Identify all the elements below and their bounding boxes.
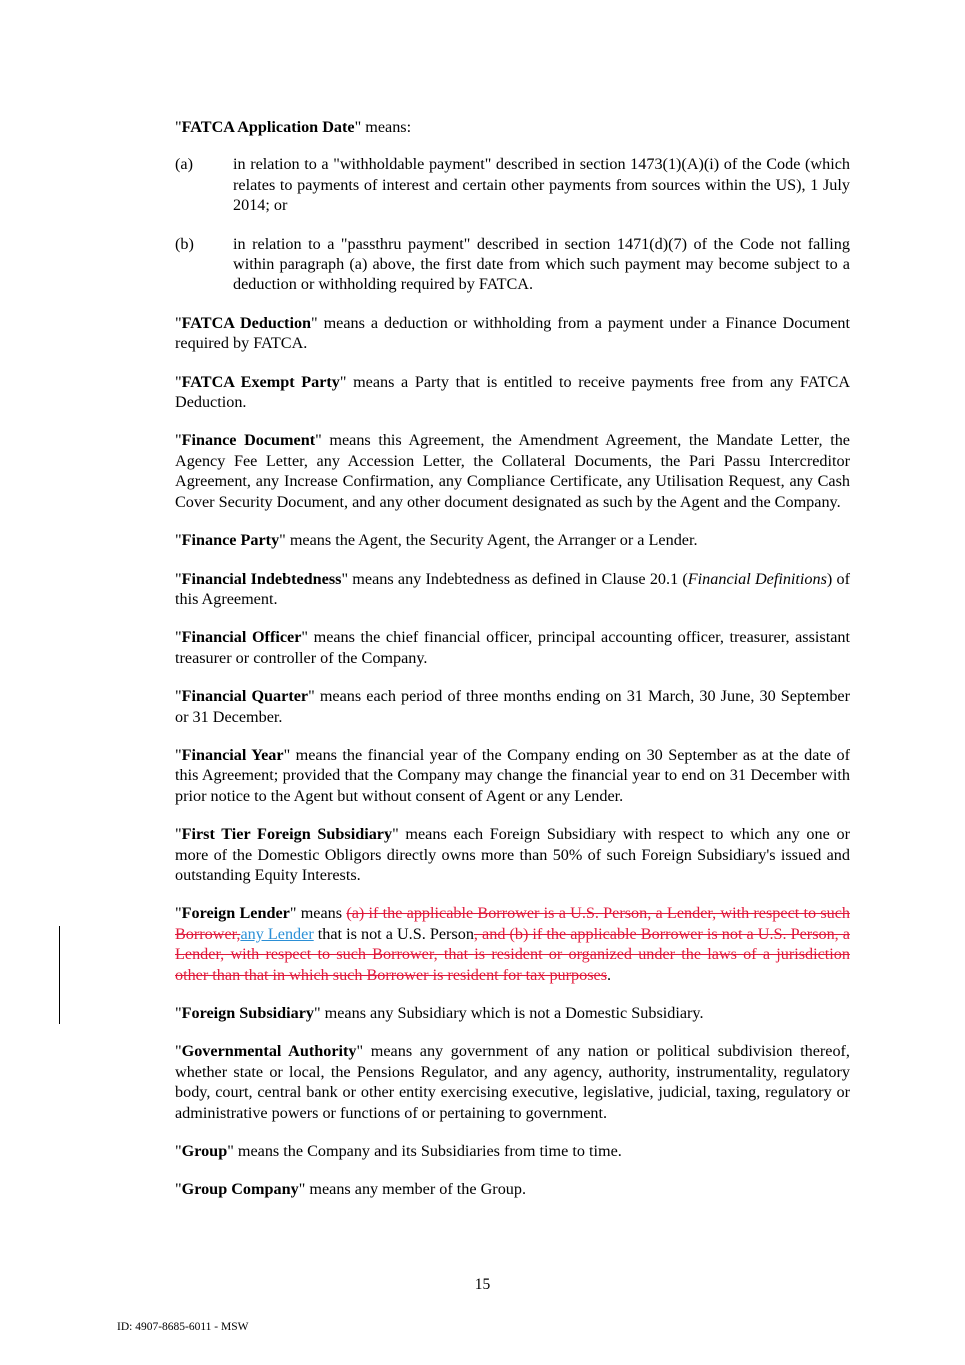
quote: " [175,1142,182,1161]
document-id: ID: 4907-8685-6011 - MSW [117,1321,249,1333]
definition-group-company [175,1179,850,1199]
list-text: in relation to a "withholdable payment" described in section 1473(1)(A)(i) of the Code (which relates to payments of interest and certain other payments from sources within the US), 1 July 2014; or [233,155,850,215]
quote: " [175,1042,182,1061]
definition-foreign-subsidiary [175,1003,850,1023]
defined-term: Governmental Authority [181,1042,357,1061]
definition-fatca-application-date [175,117,850,137]
defined-term: FATCA Deduction [181,313,312,332]
definition-financial-officer [175,627,850,668]
quote: " [175,745,182,764]
definition-financial-indebtedness [175,569,850,610]
definition-financial-year [175,745,850,806]
definition-finance-document [175,430,850,512]
definition-text: " means any government of any nation or political subdivision thereof, whether state or local, the Pensions Regulator, and any agency, authority, instrumentality, regulatory body, court, central bank or other entity exercising executive, legislative, judicial, taxing, regulatory or administrative powers or functions of or pertaining to government. [175,1042,850,1122]
definition-text: " means the Company and its Subsidiaries from time to time. [227,1142,622,1161]
definition-text: . [607,965,612,984]
quote: " [175,825,182,844]
defined-term: Financial Year [181,745,284,764]
definition-finance-party [175,530,850,550]
page-number: 15 [474,1276,491,1293]
definition-text: " means: [354,118,412,136]
quote: " [175,313,182,332]
definition-text: " means a Party that is entitled to receive payments free from any FATCA Deduction. [175,372,851,412]
list-label: (b) [175,234,194,253]
quote: " [175,569,182,588]
deleted-text: , and (b) if the applicable Borrower is not a U.S. Person, a Lender, with respect to such Borrower, that is resident or organized under the laws of a jurisdiction other than that in which such Borrower is resident for tax purposes [175,924,850,984]
defined-term: Financial Indebtedness [181,569,342,588]
clause-reference: Financial Definitions [687,569,827,588]
definition-foreign-lender [175,903,850,985]
inserted-text: any Lender [240,924,314,943]
definition-text: " means [289,904,347,923]
revision-change-bar [59,926,60,1024]
quote: " [175,628,182,647]
quote: " [175,531,182,550]
defined-term: Finance Party [181,531,280,550]
definition-financial-quarter [175,686,850,727]
definition-text: " means the financial year of the Company ending on 30 September as at the date of this Agreement; provided that the Company may change the financial year to end on 31 December with prior notice to the Agent but without consent of Agent or any Lender. [175,745,851,805]
defined-term: Financial Officer [181,628,302,647]
definition-text: " means a deduction or withholding from a payment under a Finance Document required by FATCA. [175,313,850,353]
quote: " [175,118,182,136]
definition-text: " means this Agreement, the Amendment Agreement, the Mandate Letter, the Agency Fee Letter, any Accession Letter, the Collateral Documents, the Pari Passu Intercreditor Agreement, any Increase Confirmation, any Compliance Certificate, any Utilisation Request, any Cash Cover Security Document, and any other document designated as such by the Agent and the Company. [175,431,850,511]
defined-term: First Tier Foreign Subsidiary [181,825,393,844]
definition-text: " means the Agent, the Security Agent, the Arranger or a Lender. [279,531,698,550]
quote: " [175,904,182,923]
defined-term: Group [181,1142,228,1161]
list-label: (a) [175,155,193,174]
defined-term: Finance Document [181,431,316,450]
defined-term: FATCA Exempt Party [181,372,340,391]
quote: " [175,431,182,450]
quote: " [175,687,182,706]
definition-text: " means the chief financial officer, principal accounting officer, treasurer, assistant treasurer or controller of the Company. [175,628,850,667]
definition-text: " means each Foreign Subsidiary with respect to which any one or more of the Domestic Obligors directly owns more than 50% of such Foreign Subsidiary's issued and outstanding Equity Interests. [175,825,850,884]
deleted-text: (a) if the applicable Borrower is a U.S. Person, a Lender, with respect to such Borrower, [175,904,850,943]
defined-term: Financial Quarter [181,687,309,706]
definition-text: " means any Indebtedness as defined in Clause 20.1 ( [341,569,688,588]
defined-term: Foreign Subsidiary [181,1004,314,1022]
list-item-a [175,154,850,215]
list-text: in relation to a "passthru payment" described in section 1471(d)(7) of the Code not falling within paragraph (a) above, the first date from which such payment may become subject to a deduction or withholding required by FATCA. [233,234,850,294]
list-item-b [175,234,850,295]
definition-text: that is not a U.S. Person [313,924,474,943]
definition-text: ) of this Agreement. [175,569,851,608]
defined-term: Foreign Lender [181,904,290,923]
defined-term: Group Company [181,1180,299,1199]
definition-fatca-exempt-party [175,372,850,413]
definition-text: " means any Subsidiary which is not a Domestic Subsidiary. [314,1004,704,1022]
document-body [175,117,850,1218]
defined-term: FATCA Application Date [181,118,355,136]
quote: " [175,372,182,391]
definition-first-tier-foreign-subsidiary [175,824,850,885]
definition-governmental-authority [175,1041,850,1123]
quote: " [175,1004,182,1022]
definition-text: " means any member of the Group. [298,1180,527,1199]
quote: " [175,1180,182,1199]
definition-fatca-deduction [175,313,850,354]
definition-group [175,1141,850,1161]
definition-text: " means each period of three months ending on 31 March, 30 June, 30 September or 31 December. [175,687,851,726]
